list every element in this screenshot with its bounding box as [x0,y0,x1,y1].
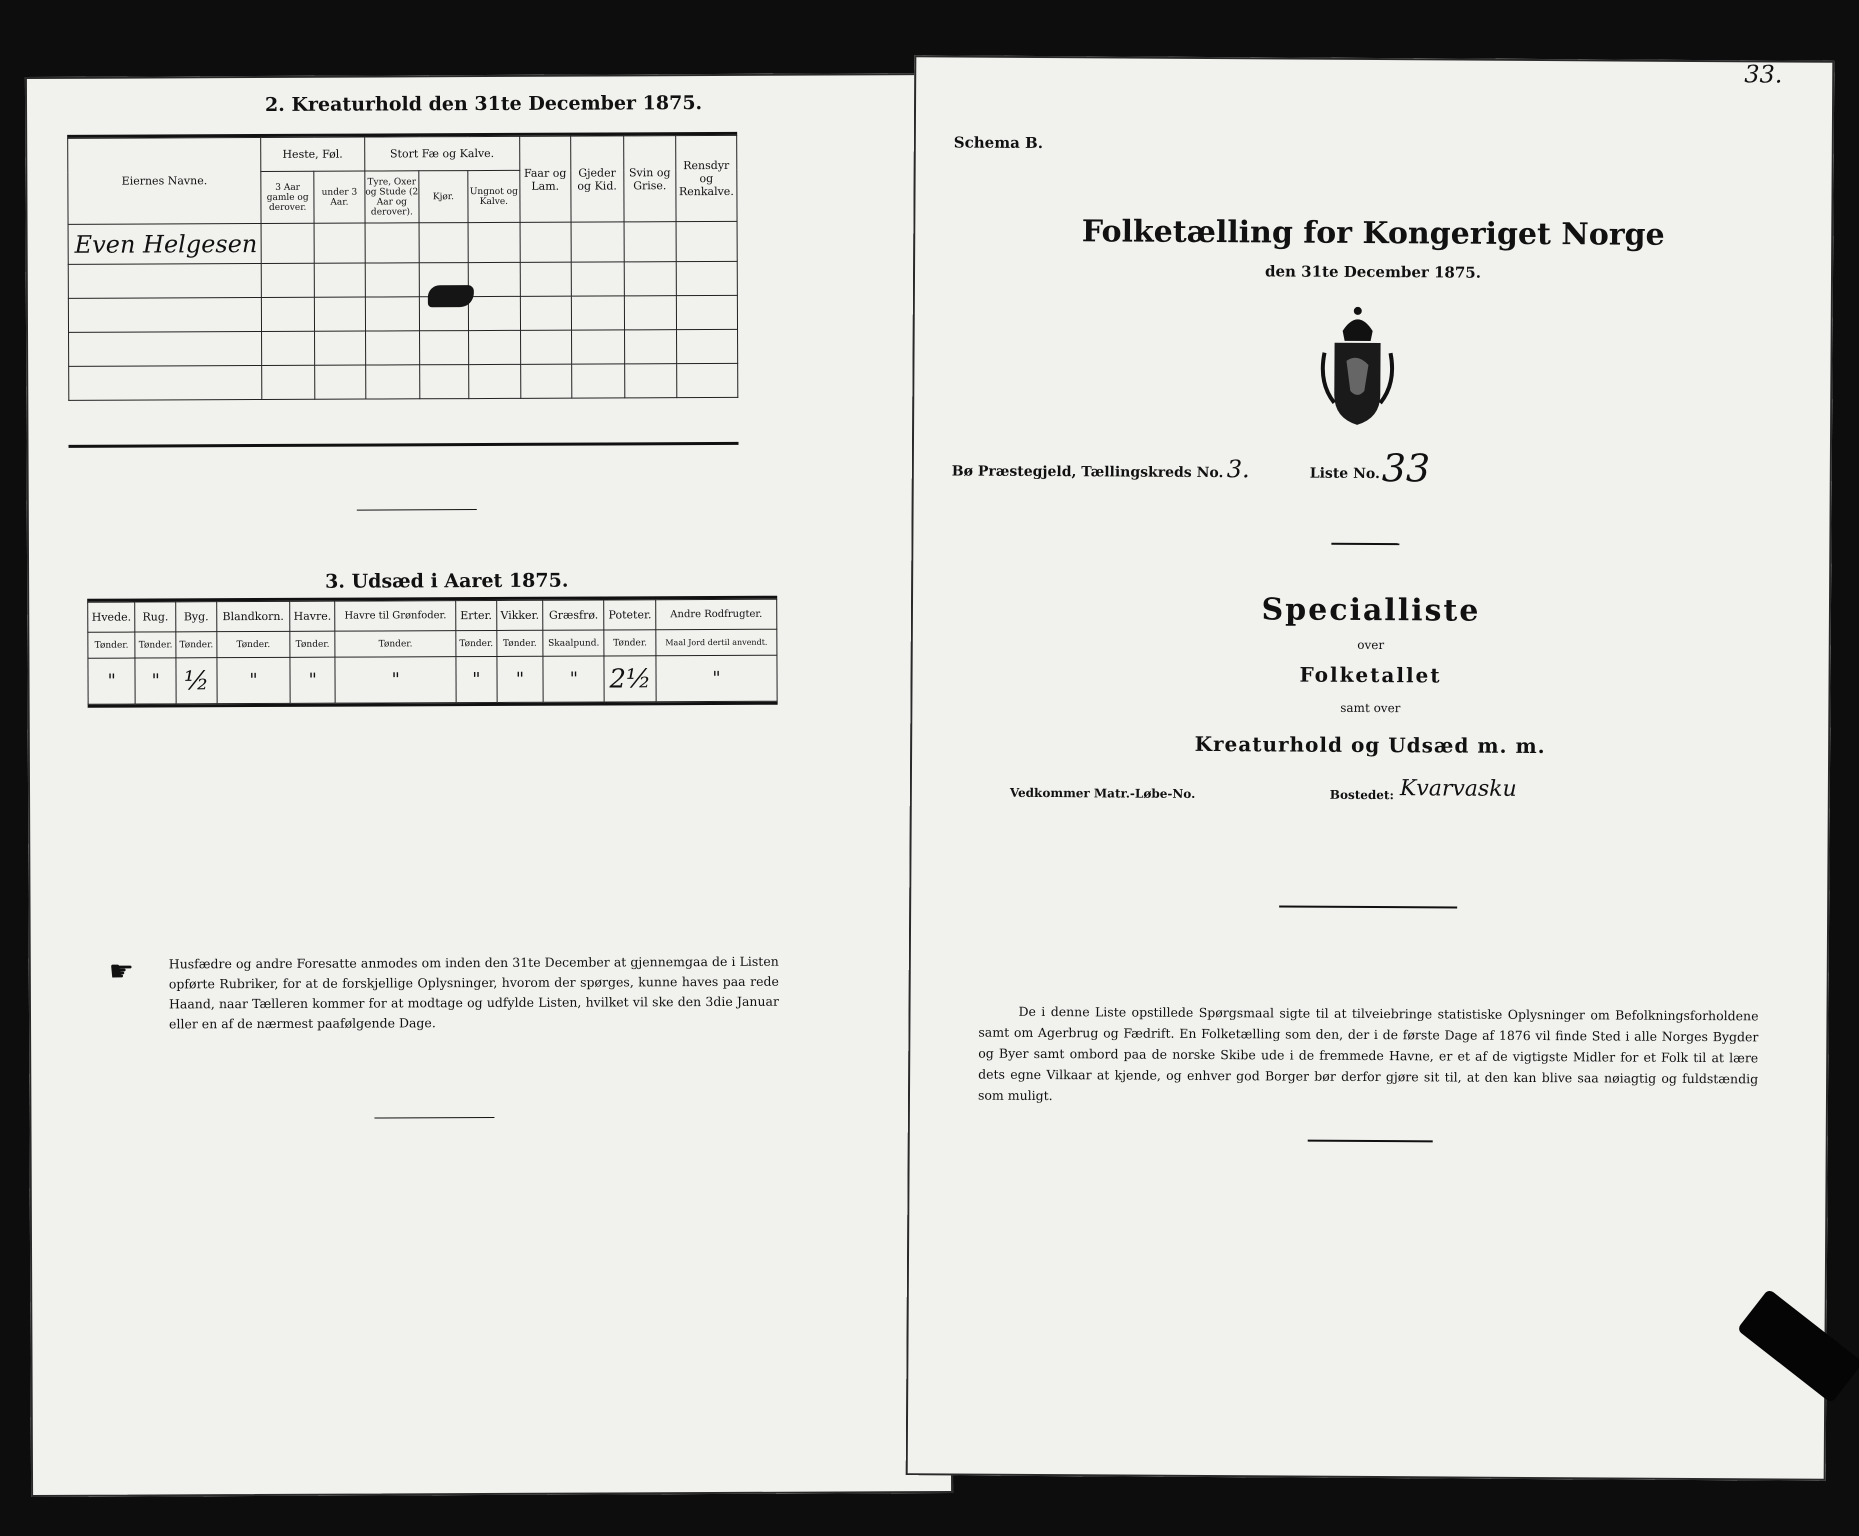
seed-value: ½ [176,658,217,704]
seed-col-unit: Tønder. [497,630,544,656]
divider [1331,543,1399,545]
seed-col-unit: Tønder. [88,632,135,658]
bosted-label: Bostedet: [1329,787,1394,803]
samt-over-label: samt over [1340,700,1401,716]
seed-col-unit: Tønder. [456,630,497,656]
seed-col-name: Poteter. [604,600,656,630]
divider [357,509,477,511]
parish-label: Bø Præstegjeld, Tællingskreds No. [951,463,1224,482]
coat-of-arms-icon [1312,303,1403,429]
seed-value: " [135,658,176,704]
divider [1308,1140,1433,1143]
district-number: 3. [1226,455,1250,484]
page-number: 33. [1744,60,1783,89]
sub-cows: Kjør. [419,171,468,223]
seed-col-name: Havre til Grønfoder. [335,601,456,632]
census-date: den 31te December 1875. [1264,262,1482,282]
seed-col-name: Havre. [290,601,335,631]
seed-value: " [217,657,290,703]
kreaturhold-label: Kreaturhold og Udsæd m. m. [1194,731,1546,759]
info-paragraph: De i denne Liste opstillede Spørgsmaal sigte til at tilveiebringe statistiske Oplysninger om Befolkningsforholdene samt om Agerbrug og Fædrift. En Folketælling som den, der i de første Dage af 1876 vil finde Sted i alle Norges Bygder og Byer samt ombord paa de norske Skibe ude i de fremmede Havne, er et af de vigtigste Midler for et Folk til at lære dets egne Vilkaar at kjende, og enhver god Borger bør derfor gjøre sit til, at den kan blive saa nøiagtig og fuldstændig som muligt. [977,1003,1759,1104]
main-heading: Folketælling for Kongeriget Norge [1081,214,1665,253]
seed-value: " [543,656,604,702]
sub-horses-old: 3 Aar gamle og derover. [261,171,314,223]
seed-col-name: Græsfrø. [543,600,604,630]
over-label: over [1357,637,1385,653]
group-horses: Heste, Føl. [261,137,365,171]
right-page [906,55,1835,1481]
group-goats: Gjeder og Kid. [570,136,624,222]
seed-col-name: Rug. [135,602,176,632]
seed-value: " [88,658,136,704]
seed-col-unit: Tønder. [335,631,456,658]
group-cattle: Stort Fæ og Kalve. [364,136,520,171]
rule [69,442,739,448]
seed-col-unit: Tønder. [217,631,290,657]
seed-col-unit: Tønder. [176,632,217,658]
group-reindeer: Rensdyr og Renkalve. [676,135,737,221]
divider [374,1117,494,1119]
seed-col-unit: Tønder. [290,631,335,657]
group-sheep: Faar og Lam. [520,136,571,222]
list-label: Liste No. [1309,465,1380,483]
seed-value: " [335,657,456,704]
schema-label: Schema B. [953,133,1044,152]
seed-col-name: Byg. [176,602,217,632]
sub-horses-young: under 3 Aar. [314,171,365,223]
owner-name: Even Helgesen [68,223,261,264]
notice-text: Husfædre og andre Foresatte anmodes om inden den 31te December at gjennemgaa de i Listen opførte Rubriker, for at de forskjellige Oplysninger, hvorom der spørges, kunne haves paa rede Haand, naar Tælleren kommer for at modtage og udfylde Listen, hvilket vil ske den 3die Januar eller en af de nærmest paafølgende Dage. [168,953,779,1032]
divider [1279,905,1457,908]
specialliste-title: Specialliste [1261,592,1481,629]
seed-col-name: Hvede. [88,602,135,632]
ink-blot [428,285,474,307]
section3-title: 3. Udsæd i Aaret 1875. [325,569,569,593]
folketallet-label: Folketallet [1299,662,1442,688]
section2-title: 2. Kreaturhold den 31te December 1875. [264,92,703,116]
seed-table [87,599,777,705]
seed-value: " [497,656,544,702]
group-pigs: Svin og Grise. [624,136,676,222]
seed-col-name: Vikker. [496,600,543,630]
sub-calves: Ungnot og Kalve. [468,170,520,222]
seed-col-unit: Skaalpund. [543,630,604,656]
seed-col-name: Blandkorn. [217,601,290,631]
left-page [25,73,953,1497]
bosted-value: Kvarvasku [1399,776,1517,802]
seed-value: " [656,655,777,702]
name-header: Eiernes Navne. [68,137,261,224]
seed-value: 2½ [604,656,656,702]
livestock-table [67,135,738,401]
seed-col-unit: Tønder. [604,630,656,656]
seed-col-unit: Maal Jord dertil anvendt. [656,629,777,656]
list-number: 33 [1381,446,1431,491]
sub-bulls: Tyre, Oxer og Stude (2 Aar og derover). [364,171,419,223]
seed-value: " [290,657,335,703]
seed-col-name: Andre Rodfrugter. [656,599,777,630]
matr-label: Vedkommer Matr.-Løbe-No. [1009,785,1196,801]
seed-col-unit: Tønder. [135,632,176,658]
seed-value: " [456,656,497,702]
pointing-hand-icon: ☛ [108,954,134,988]
seed-col-name: Erter. [456,600,497,630]
